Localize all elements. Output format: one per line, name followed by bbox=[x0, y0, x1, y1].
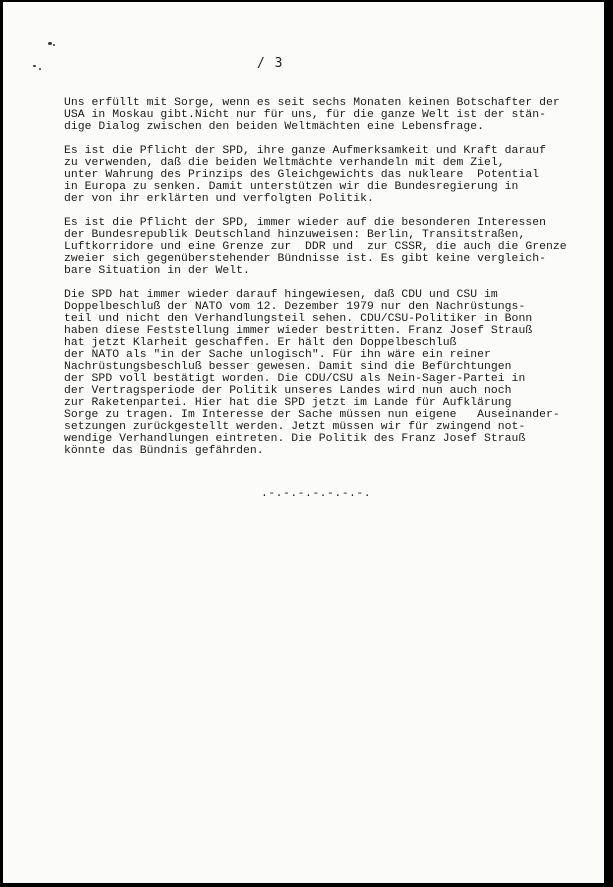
text-line: zur Raketenpartei. Hier hat die SPD jetzt im Lande für Aufklärung bbox=[64, 397, 512, 409]
text-line: der Bundesrepublik Deutschland hinzuweisen: Berlin, Transitstraßen, bbox=[64, 229, 526, 241]
text-line: Die SPD hat immer wieder darauf hingewiesen, daß CDU und CSU im bbox=[64, 289, 498, 301]
text-line: dige Dialog zwischen den beiden Weltmächten eine Lebensfrage. bbox=[64, 121, 485, 133]
page-number: / 3 bbox=[257, 56, 284, 71]
text-line: Sorge zu tragen. Im Interesse der Sache müssen nun eigene Auseinander- bbox=[64, 409, 560, 421]
text-line: der NATO als "in der Sache unlogisch". Für ihn wäre ein reiner bbox=[64, 349, 491, 361]
text-line: Es ist die Pflicht der SPD, immer wieder auf die besonderen Interessen bbox=[64, 217, 546, 229]
text-line: zu verwenden, daß die beiden Weltmächte verhandeln mit dem Ziel, bbox=[64, 157, 505, 169]
text-line: der SPD voll bestätigt worden. Die CDU/CSU als Nein-Sager-Partei in bbox=[64, 373, 526, 385]
text-line: der Vertragsperiode der Politik unseres Landes wird nun auch noch bbox=[64, 385, 512, 397]
closing-divider: .-.-.-.-.-.-.-. bbox=[261, 488, 372, 500]
text-line: bare Situation in der Welt. bbox=[64, 265, 250, 277]
text-line: Doppelbeschluß der NATO vom 12. Dezember 1979 nur den Nachrüstungs- bbox=[64, 301, 526, 313]
text-line: zweier sich gegenüberstehender Bündnisse ist. Es gibt keine vergleich- bbox=[64, 253, 546, 265]
text-line: Uns erfüllt mit Sorge, wenn es seit sechs Monaten keinen Botschafter der bbox=[64, 97, 560, 109]
text-line: Es ist die Pflicht der SPD, ihre ganze Aufmerksamkeit und Kraft darauf bbox=[64, 145, 546, 157]
text-line: Luftkorridore und eine Grenze zur DDR und zur CSSR, die auch die Grenze bbox=[64, 241, 567, 253]
text-line: Nachrüstungsbeschluß besser gewesen. Damit sind die Befürchtungen bbox=[64, 361, 512, 373]
text-line: der von ihr erklärten und verfolgten Politik. bbox=[64, 193, 374, 205]
text-line: haben diese Feststellung immer wieder bestritten. Franz Josef Strauß bbox=[64, 325, 533, 337]
scan-speck bbox=[39, 68, 41, 70]
text-line: teil und nicht den Verhandlungsteil sehen. CDU/CSU-Politiker in Bonn bbox=[64, 313, 533, 325]
text-line: setzungen zurückgestellt werden. Jetzt müssen wir für zwingend not- bbox=[64, 421, 526, 433]
text-line: hat jetzt Klarheit geschaffen. Er hält den Doppelbeschluß bbox=[64, 337, 457, 349]
text-line: wendige Verhandlungen eintreten. Die Politik des Franz Josef Strauß bbox=[64, 433, 526, 445]
scan-speck bbox=[48, 42, 52, 45]
document-page bbox=[3, 2, 604, 883]
scan-speck bbox=[53, 44, 55, 46]
scan-speck bbox=[33, 65, 36, 67]
text-line: könnte das Bündnis gefährden. bbox=[64, 445, 264, 457]
text-line: unter Wahrung des Prinzips des Gleichgewichts das nukleare Potential bbox=[64, 169, 540, 181]
text-line: in Europa zu senken. Damit unterstützen wir die Bundesregierung in bbox=[64, 181, 519, 193]
text-line: USA in Moskau gibt.Nicht nur für uns, für die ganze Welt ist der stän- bbox=[64, 109, 546, 121]
